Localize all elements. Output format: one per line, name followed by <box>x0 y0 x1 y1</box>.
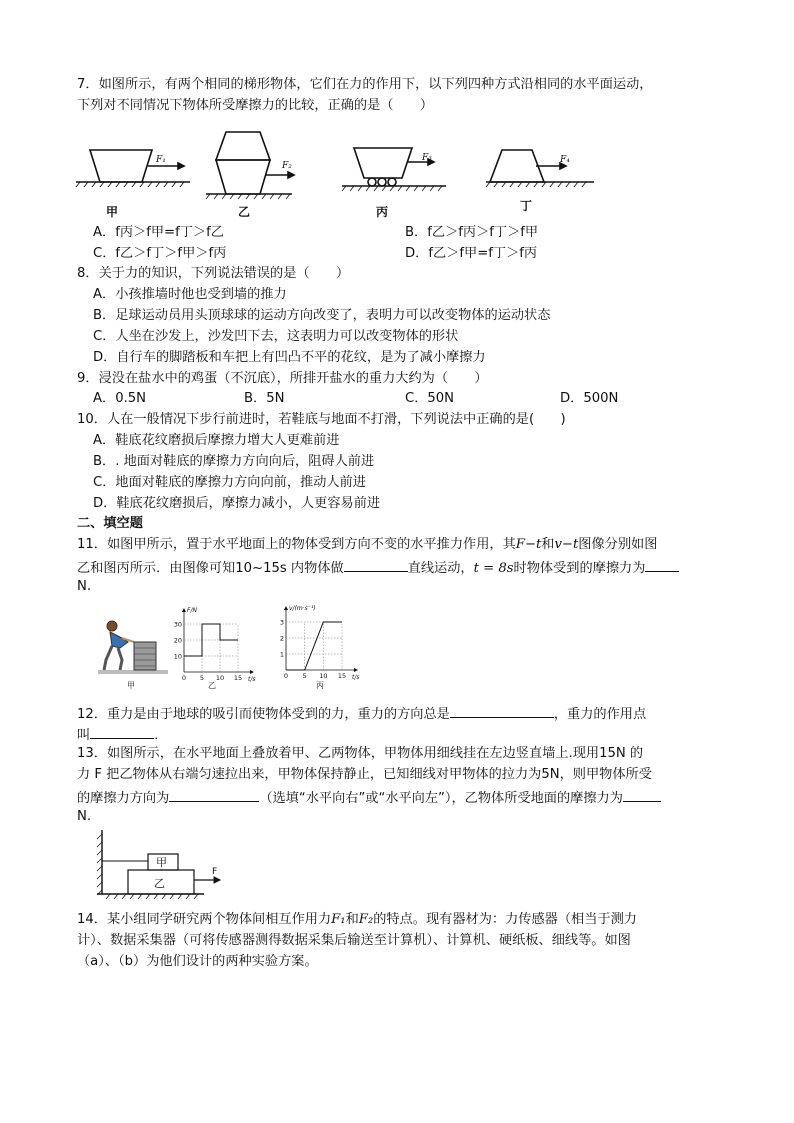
x-axis-arrow <box>250 670 254 674</box>
q13-line3: 的摩擦力方向为 （选填“水平向右”或“水平向左”），乙物体所受地面的摩擦力为 <box>77 787 661 808</box>
q7-option-b: B．f乙＞f丙＞f丁＞f甲 <box>405 225 539 240</box>
q7-stem-line2: 下列对不同情况下物体所受摩擦力的比较，正确的是（ ） <box>77 98 434 113</box>
y-axis-arrow <box>284 606 288 610</box>
x-axis-arrow <box>354 668 358 672</box>
q7-figure <box>70 120 600 225</box>
force-label-f3: F₃ <box>422 153 432 163</box>
x-tick-label: 5 <box>199 674 205 682</box>
q11-blank-2[interactable] <box>645 557 679 572</box>
q11-chart-force-time <box>170 602 270 690</box>
q13-label-yi: 乙 <box>154 877 165 890</box>
q7-option-a: A．f丙＞f甲=f丁＞f乙 <box>93 225 224 240</box>
x-tick-label: 10 <box>215 674 225 682</box>
force-label-f4: F₄ <box>560 155 570 165</box>
q7-option-c: C．f乙＞f丁＞f甲＞f丙 <box>93 246 227 261</box>
q14-line3: （a）、（b）为他们设计的两种实验方案。 <box>77 954 318 969</box>
q13-blank-2[interactable] <box>623 787 661 802</box>
q12-line1: 12．重力是由于地球的吸引而使物体受到的力，重力的方向总是 ，重力的作用点 <box>77 703 646 724</box>
y-tick-label: 3 <box>279 618 284 627</box>
q11-label-yi: 乙 <box>208 681 216 690</box>
q9-option-d: D．500N <box>560 391 619 406</box>
q13-label-jia: 甲 <box>156 856 167 869</box>
q12-line2: 叫 ． <box>77 724 167 745</box>
q13-line4: N. <box>77 809 92 824</box>
q13-line1: 13．如图所示，在水平地面上叠放着甲、乙两物体，甲物体用细线挂在左边竖直墙上.现用15N 的 <box>77 746 644 761</box>
q11-label-bing: 丙 <box>316 681 324 690</box>
x-tick-label: 15 <box>337 672 347 680</box>
q11-line3: N. <box>77 579 92 594</box>
q10-option-b: B．. 地面对鞋底的摩擦力方向向后，阻碍人前进 <box>93 454 375 469</box>
q11-blank-1[interactable] <box>344 557 408 572</box>
x-tick-label: 0 <box>181 674 187 682</box>
x-tick-label: 0 <box>283 672 289 680</box>
fig-label-ding: 丁 <box>520 199 533 213</box>
q7-stem-line1: 7．如图所示，有两个相同的梯形物体，它们在力的作用下，以下列四种方式沿相同的水平面运动， <box>77 77 653 92</box>
q11-line2: 乙和图丙所示．由图像可知10~15s 内物体做 直线运动，t = 8s时物体受到的摩擦力为 <box>77 557 679 578</box>
q13-line2: 力 F 把乙物体从右端匀速拉出来，甲物体保持静止，已知细线对甲物体的拉力为5N，则甲物体所受 <box>77 767 652 782</box>
fig-jia <box>76 150 190 187</box>
q11-fig-jia <box>98 612 168 684</box>
y-axis-label: v/(m·s⁻¹) <box>289 605 316 612</box>
series-line <box>286 622 342 670</box>
q8-option-a: A．小孩推墙时他也受到墙的推力 <box>93 287 287 302</box>
force-label-f2: F₂ <box>282 161 292 171</box>
q12-blank-1[interactable] <box>450 703 554 718</box>
x-tick-label: 10 <box>319 672 328 680</box>
q9-option-a: A．0.5N <box>93 391 147 406</box>
y-tick-label: 30 <box>173 620 182 629</box>
fig-ding <box>486 150 594 187</box>
y-tick-label: 10 <box>173 652 182 661</box>
q11-line1: 11．如图甲所示，置于水平地面上的物体受到方向不变的水平推力作用，其F−t和v−t图像分别如图 <box>77 537 658 552</box>
q11-chart-velocity-time <box>272 600 382 690</box>
q8-option-c: C．人坐在沙发上，沙发凹下去，这表明力可以改变物体的形状 <box>93 329 459 344</box>
q9-option-b: B．5N <box>244 391 285 406</box>
q10-option-d: D．鞋底花纹磨损后，摩擦力减小，人更容易前进 <box>93 496 381 511</box>
fig-label-jia: 甲 <box>106 205 119 219</box>
q14-line1: 14．某小组同学研究两个物体间相互作用力F₁和F₂的特点。现有器材为：力传感器（相当于测力 <box>77 912 637 927</box>
force-label-f1: F₁ <box>156 155 166 165</box>
q13-figure <box>92 828 232 904</box>
x-axis-label: t/s <box>248 676 256 683</box>
q13-blank-1[interactable] <box>169 787 259 802</box>
q9-option-c: C．50N <box>405 391 455 406</box>
y-axis-arrow <box>182 608 186 612</box>
q10-option-a: A．鞋底花纹磨损后摩擦力增大人更难前进 <box>93 433 340 448</box>
q8-option-b: B．足球运动员用头顶球球的运动方向改变了，表明力可以改变物体的运动状态 <box>93 308 551 323</box>
x-tick-label: 5 <box>302 672 307 680</box>
fig-label-bing: 丙 <box>376 205 389 219</box>
q7-option-d: D．f乙＞f甲=f丁＞f丙 <box>405 246 538 261</box>
y-tick-label: 20 <box>173 636 182 645</box>
q10-option-c: C．地面对鞋底的摩擦力方向向前，推动人前进 <box>93 475 366 490</box>
y-axis-label: F/N <box>187 607 197 614</box>
x-tick-label: 15 <box>233 674 243 682</box>
x-axis-label: t/s <box>352 674 360 681</box>
q10-stem: 10．人在一般情况下步行前进时，若鞋底与地面不打滑，下列说法中正确的是( ) <box>77 412 566 427</box>
section-fill-in-title: 二、填空题 <box>77 516 143 531</box>
fig-yi <box>206 132 294 199</box>
q8-stem: 8．关于力的知识，下列说法错误的是（ ） <box>77 266 350 281</box>
q9-stem: 9．浸没在盐水中的鸡蛋（不沉底），所排开盐水的重力大约为（ ） <box>77 371 488 386</box>
q8-option-d: D．自行车的脚踏板和车把上有凹凸不平的花纹，是为了减小摩擦力 <box>93 350 486 365</box>
y-tick-label: 1 <box>279 650 284 659</box>
q13-label-f: F <box>212 867 218 877</box>
fig-label-yi: 乙 <box>238 205 251 219</box>
person-pushing <box>104 621 134 670</box>
q12-blank-2[interactable] <box>90 724 154 739</box>
q14-line2: 计）、数据采集器（可将传感器测得数据采集后输送至计算机）、计算机、硬纸板、细线等。如图 <box>77 933 631 948</box>
q11-label-jia: 甲 <box>127 681 135 690</box>
pushed-box <box>134 642 156 670</box>
y-tick-label: 2 <box>279 634 284 643</box>
